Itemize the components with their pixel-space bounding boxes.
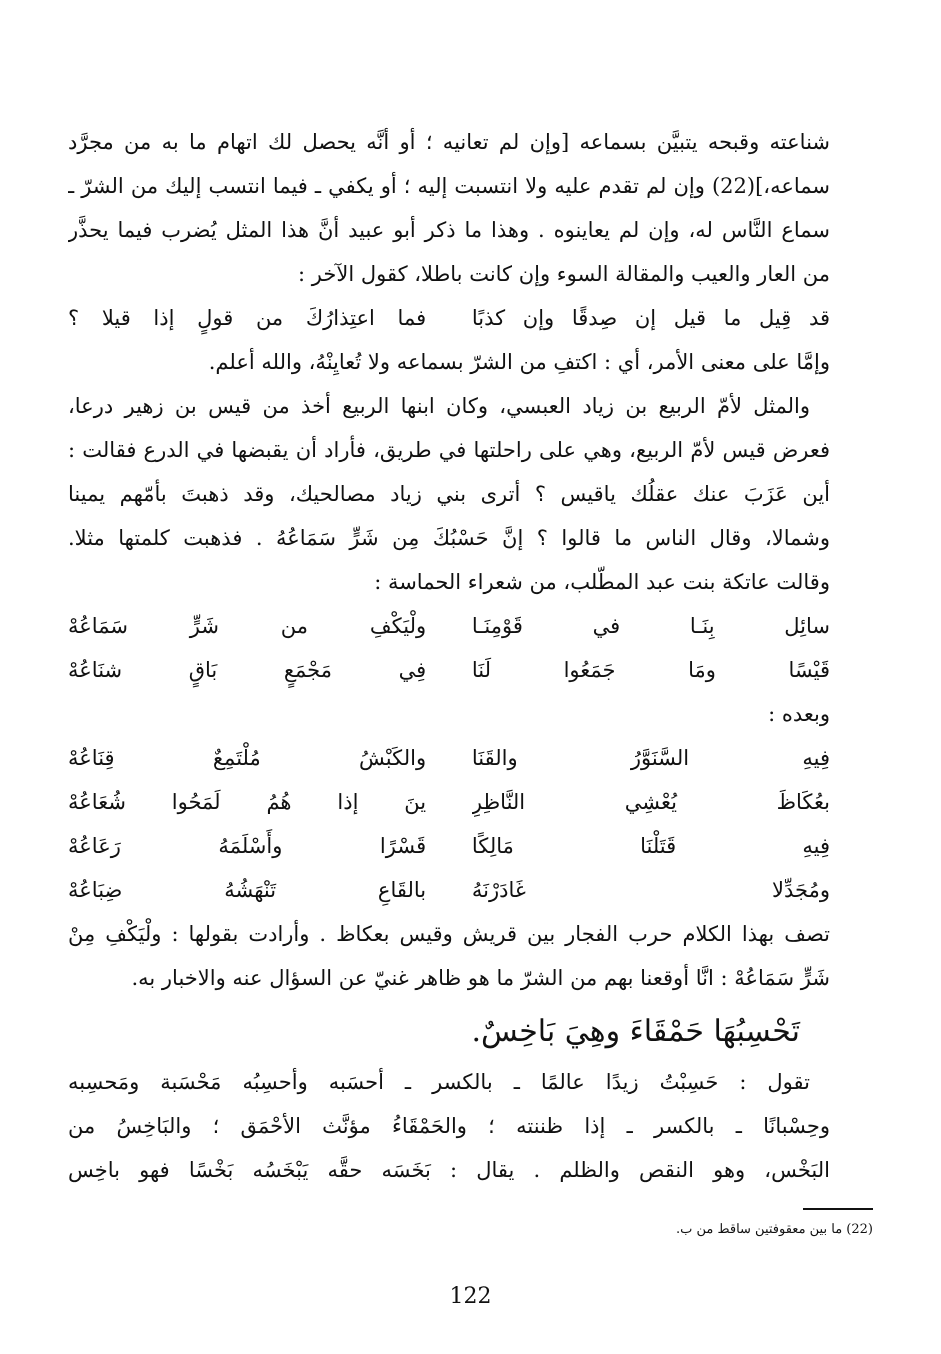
text-line: شناعته وقبحه يتبيَّن بسماعه [وإن لم تعانيه ؛ أو أنَّه يحصل لك اتهام ما به من مجرَّد bbox=[68, 130, 830, 154]
verse-line bbox=[68, 868, 830, 912]
after-label: وبعده : bbox=[768, 702, 830, 726]
verse-line bbox=[68, 824, 830, 868]
text-line: وقالت عاتكة بنت عبد المطّلب، من شعراء الحماسة : bbox=[374, 570, 830, 594]
verse-first-hemistich: قد قِيل ما قيل إن صِدقًا وإن كذبًا bbox=[471, 306, 830, 330]
text-line: والمثل لأمّ الربيع بن زياد العبسي، وكان ابنها الربيع أخذ من قيس بن زهير درعا، bbox=[68, 394, 810, 418]
text-line: وحِسْبانًا ـ بالكسر ـ إذا ظننته ؛ والحَمْقَاءُ مؤنَّث الأحْمَق ؛ والبَاخِسُ من bbox=[68, 1114, 830, 1138]
verse-first-hemistich: فِيهِ السَّنَوَّرُ والقَنَا bbox=[471, 746, 830, 770]
verse-second-hemistich: ينَ إذا هُمُ لَمَحُوا شُعَاعُهْ bbox=[68, 790, 427, 814]
footnote: (22) ما بين معقوفتين ساقط من ب. bbox=[676, 1222, 873, 1237]
text-line: البَخْس، وهو النقص والظلم . يقال : بَخَسَه حقَّه يَبْخَسُه بَخْسًا فهو باخِس bbox=[68, 1158, 830, 1182]
verse-first-hemistich: قَيْسًا ومَا جَمَعُوا لَنَا bbox=[471, 658, 830, 682]
page-body bbox=[68, 120, 830, 1280]
text-line: سماع النَّاس له، وإن لم يعاينوه . وهذا ما ذكر أبو عبيد أنَّ هذا المثل يُضرب فيما يحذَّر bbox=[68, 218, 830, 242]
proverb-heading: تَحْسِبُهَا حَمْقَاءَ وهِيَ بَاخِسٌ. bbox=[471, 1014, 800, 1049]
text-line: سماعه،](22) وإن لم تقدم عليه ولا انتسبت إليه ؛ أو يكفي ـ فيما انتسب إليك من الشرّ ـ bbox=[68, 174, 830, 198]
verse-first-hemistich: بعُكَاظَ يُعْشِي النَّاظِرِ bbox=[471, 790, 830, 814]
page-number: 122 bbox=[449, 1284, 492, 1309]
verse-second-hemistich: بالقَاعِ تَنْهَشُهُ ضِبَاعُهْ bbox=[68, 878, 427, 902]
text-line: شَرٍّ سَمَاعُهْ : انَّا أوقعنا بهم من الشرّ ما هو ظاهر غنيّ عن السؤال عنه والاخبار به. bbox=[131, 966, 830, 990]
text-line: وشمالا، وقال الناس ما قالوا ؟ إنَّ حَسْبُكَ مِن شَرٍّ سَمَاعُهُ . فذهبت كلمتها مثلا. bbox=[68, 526, 830, 550]
verse-first-hemistich: فِيهِ قَتَلْنَا مَالِكًا bbox=[471, 834, 830, 858]
verse-second-hemistich: فِي مَجْمَعٍ بَاقٍ شنَاعُهْ bbox=[68, 658, 427, 682]
verse-line bbox=[68, 604, 830, 648]
verse-first-hemistich: ومُجَدِّلا غَادَرْنَهُ bbox=[471, 878, 830, 902]
text-line: من العار والعيب والمقالة السوء وإن كانت باطلا، كقول الآخر : bbox=[298, 262, 830, 286]
text-line: تقول : حَسِبْتُ زيدًا عالمًا ـ بالكسر ـ أحسَبه وأحسِبُه مَحْسَبة ومَحسِبه bbox=[68, 1070, 810, 1094]
text-line: تصف بهذا الكلام حرب الفجار بين قريش وقيس بعكاظ . وأرادت بقولها : ولْيَكْفِ مِنْ bbox=[68, 922, 830, 946]
verse-second-hemistich: والكَبْشُ مُلْتَمِعٌ قِنَاعُهْ bbox=[68, 746, 427, 770]
text-line: أين عَزَبَ عنك عقلُك ياقيس ؟ أترى بني زياد مصالحيك، وقد ذهبتَ بأمّهم يمينا bbox=[68, 482, 830, 506]
verse-line bbox=[68, 736, 830, 780]
verse-second-hemistich: فما اعتِذارُكَ من قولٍ إذا قيلا ؟ bbox=[68, 306, 427, 330]
verse-line bbox=[68, 648, 830, 692]
verse-line bbox=[68, 296, 830, 340]
verse-line bbox=[68, 780, 830, 824]
verse-second-hemistich: قَسْرًا وأَسْلَمَهُ رَعَاعُهْ bbox=[68, 834, 427, 858]
footnote-divider bbox=[803, 1208, 873, 1210]
verse-first-hemistich: سائِل بِنَـا في قَوْمِنَـا bbox=[471, 614, 830, 638]
text-line: فعرض قيس لأمّ الربيع، وهي على راحلتها في طريق، فأراد أن يقبضها في الدرع فقالت : bbox=[68, 438, 830, 462]
verse-second-hemistich: ولْيَكْفِ من شَرٍّ سَمَاعُهْ bbox=[68, 614, 427, 638]
text-line: وإمَّا على معنى الأمر، أي : اكتفِ من الشرّ بسماعه ولا تُعايِنْهُ، والله أعلم. bbox=[208, 350, 830, 374]
